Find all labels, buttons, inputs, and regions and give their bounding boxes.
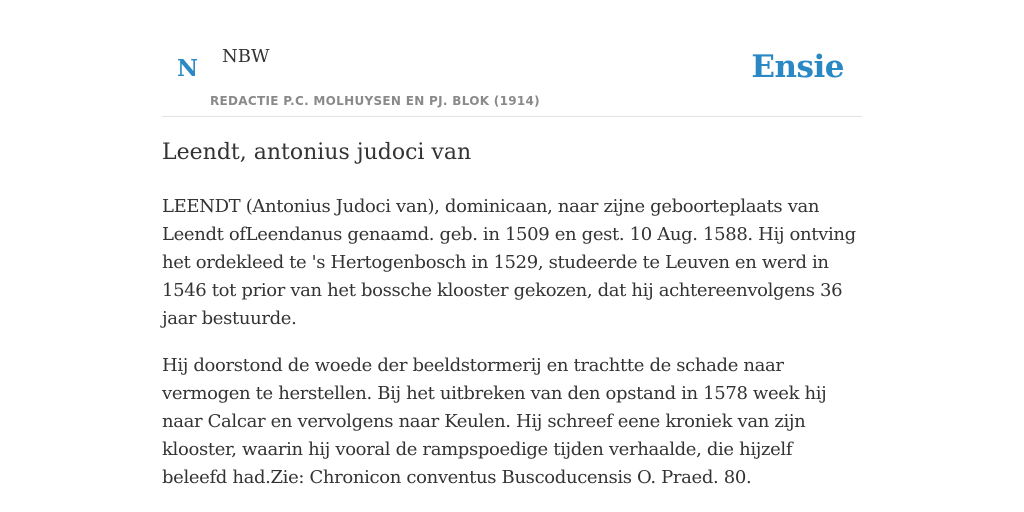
page-container bbox=[162, 0, 862, 488]
article-paragraph: LEENDT (Antonius Judoci van), dominicaan, naar zijne geboorteplaats van Leendt ofLeendanus genaamd. geb. in 1509 en gest. 10 Aug. 1588. Hij ontving het ordekleed te 's Hertogenbosch in 1529, studeerde te Leuven en werd in 1546 tot prior van het bossche klooster gekozen, dat hij achtereenvolgens 36 jaar bestuurde. bbox=[162, 196, 856, 329]
source-subtitle: REDACTIE P.C. MOLHUYSEN EN PJ. BLOK (1914) bbox=[210, 94, 540, 108]
article-body bbox=[162, 193, 862, 511]
article-title: Leendt, antonius judoci van bbox=[162, 140, 472, 165]
ensie-brand-link[interactable]: Ensie bbox=[751, 49, 844, 85]
source-name: NBW bbox=[222, 46, 270, 67]
source-logo-link[interactable]: N bbox=[177, 55, 199, 82]
article-paragraph: Hij doorstond de woede der beeldstormerij en trachtte de schade naar vermogen te herstellen. Bij het uitbreken van den opstand in 1578 week hij naar Calcar en vervolgens naar Keulen. Hij schreef eene kroniek van zijn klooster, waarin hij vooral de rampspoedige tijden verhaalde, die hijzelf beleefd had.Zie: Chronicon conventus Buscoducensis O. Praed. 80. bbox=[162, 355, 827, 488]
source-header bbox=[162, 0, 862, 117]
